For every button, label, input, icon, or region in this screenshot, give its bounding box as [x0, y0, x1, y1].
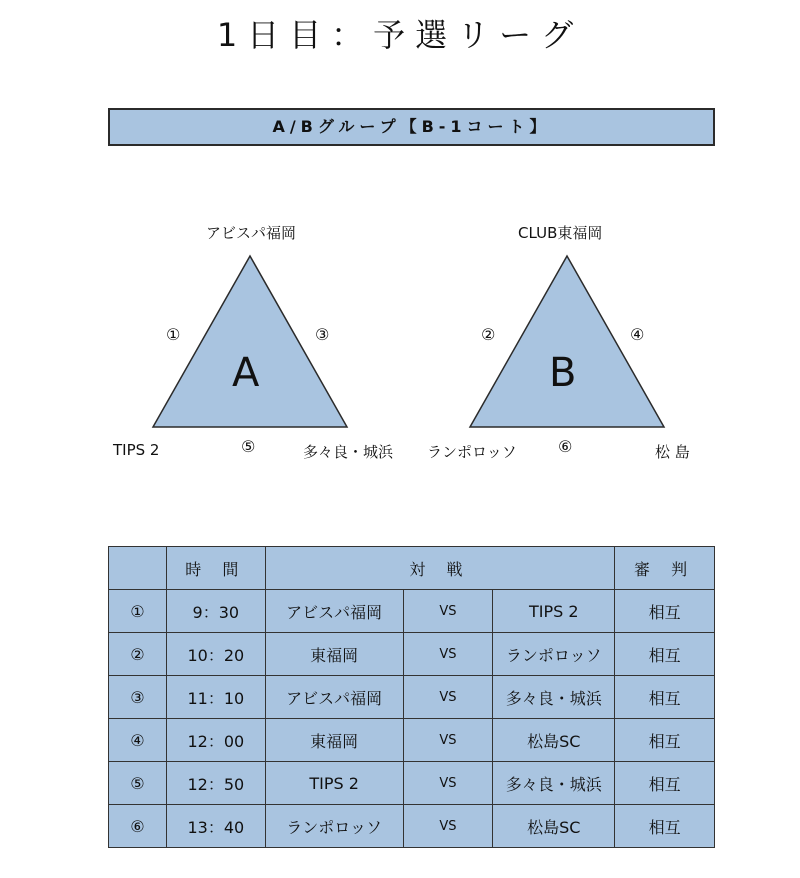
table-row	[109, 805, 715, 848]
match-time: 9：30	[166, 590, 265, 633]
referee: 相互	[615, 633, 715, 676]
home-team: TIPS 2	[265, 762, 403, 805]
match-no: ③	[109, 676, 167, 719]
vs-label: VS	[403, 719, 493, 762]
match-time: 10：20	[166, 633, 265, 676]
table-row	[109, 762, 715, 805]
referee: 相互	[615, 719, 715, 762]
match-schedule-table	[108, 546, 715, 848]
league-diagrams	[0, 200, 800, 480]
page-title: 1日目：予選リーグ	[216, 16, 584, 54]
group-a-right-team: 多々良・城浜	[303, 443, 394, 461]
group-b-edge-bottom: ⑥	[558, 437, 573, 456]
table-row	[109, 676, 715, 719]
away-team: 多々良・城浜	[493, 762, 615, 805]
match-no: ①	[109, 590, 167, 633]
header-referee: 審 判	[615, 547, 715, 590]
home-team: 東福岡	[265, 719, 403, 762]
vs-label: VS	[403, 762, 493, 805]
group-b-top-team: CLUB東福岡	[518, 224, 603, 242]
group-a-top-team: アビスパ福岡	[206, 224, 297, 242]
match-no: ②	[109, 633, 167, 676]
match-time: 13：40	[166, 805, 265, 848]
home-team: アビスパ福岡	[265, 676, 403, 719]
table-header-row	[109, 547, 715, 590]
group-b-edge-left: ②	[481, 325, 496, 344]
vs-label: VS	[403, 590, 493, 633]
table-row	[109, 590, 715, 633]
match-time: 12：50	[166, 762, 265, 805]
match-no: ④	[109, 719, 167, 762]
group-b-left-team: ランポロッソ	[427, 443, 517, 461]
header-match: 対 戦	[265, 547, 614, 590]
header-no	[109, 547, 167, 590]
group-b-letter: B	[549, 350, 577, 396]
referee: 相互	[615, 762, 715, 805]
away-team: 松島SC	[493, 719, 615, 762]
away-team: TIPS 2	[493, 590, 615, 633]
group-a-letter: A	[232, 350, 260, 396]
group-b-right-team: 松 島	[655, 443, 690, 461]
vs-label: VS	[403, 676, 493, 719]
group-a-edge-right: ③	[315, 325, 330, 344]
match-time: 11：10	[166, 676, 265, 719]
table-row	[109, 719, 715, 762]
header-time: 時 間	[166, 547, 265, 590]
group-a-edge-bottom: ⑤	[241, 437, 256, 456]
referee: 相互	[615, 676, 715, 719]
away-team: ランポロッソ	[493, 633, 615, 676]
vs-label: VS	[403, 633, 493, 676]
home-team: 東福岡	[265, 633, 403, 676]
group-b-edge-right: ④	[630, 325, 645, 344]
match-no: ⑤	[109, 762, 167, 805]
group-a-edge-left: ①	[166, 325, 181, 344]
match-no: ⑥	[109, 805, 167, 848]
away-team: 多々良・城浜	[493, 676, 615, 719]
table-row	[109, 633, 715, 676]
referee: 相互	[615, 590, 715, 633]
referee: 相互	[615, 805, 715, 848]
group-a-left-team: TIPS 2	[113, 441, 160, 459]
home-team: ランポロッソ	[265, 805, 403, 848]
vs-label: VS	[403, 805, 493, 848]
match-time: 12：00	[166, 719, 265, 762]
home-team: アビスパ福岡	[265, 590, 403, 633]
group-banner: A/Bグループ【B-1コート】	[108, 108, 715, 146]
away-team: 松島SC	[493, 805, 615, 848]
